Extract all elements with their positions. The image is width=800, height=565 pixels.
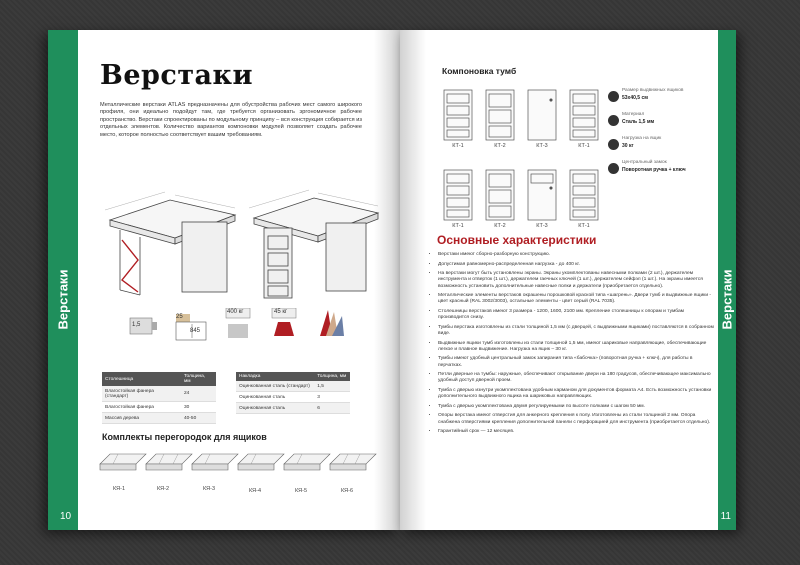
table-tops — [102, 372, 216, 424]
height-value-top: 25 — [176, 314, 183, 320]
side-tab-left — [48, 30, 78, 530]
side-tab-label: Верстаки — [719, 269, 735, 330]
gutter-shadow — [400, 30, 426, 530]
layout-title: Компоновка тумб — [442, 66, 517, 76]
lock-icon — [608, 163, 619, 174]
feature-icons — [128, 308, 398, 344]
legend-value: 30 кг — [622, 143, 634, 149]
divider-label: КЯ-5 — [294, 488, 308, 494]
legend-name: Нагрузка на ящик — [622, 136, 662, 141]
legend-name: Материал — [622, 112, 645, 117]
cabinet-label: КТ-1 — [452, 223, 464, 229]
divider-label: КЯ-2 — [156, 486, 170, 492]
workbench-drawing-1 — [100, 180, 240, 300]
list-item: • Тумба с дверью укомплектована двумя регулируемыми по высоте полками с шагом 50 мм. — [438, 404, 714, 410]
table-cell: 40-50 — [181, 413, 216, 424]
thickness-icon — [128, 312, 160, 342]
thickness-value: 1,5 — [132, 322, 141, 328]
table-cell: 30 — [181, 402, 216, 413]
load-value: 400 кг — [227, 309, 244, 315]
list-item: • Тумбы имеют удобный центральный замок запирания типа «бабочка» (поворотная ручка + ключ), для работы в перчатках. — [438, 356, 714, 368]
table-row — [102, 413, 216, 424]
list-item: • На верстаки могут быть установлены экраны. Экраны укомплектованы навесными полками (2 шт.), держателем инструмента и отверток (1 шт.), держателем гаечных ключей (1 шт.), держателем сейфэл (1 шт.). На экраны имеется возможность установить дополнительные навесные полки и держатели (приобретается отдельно). — [438, 271, 714, 290]
list-item: • Допустимая равномерно-распределенная нагрузка - до 400 кг. — [438, 262, 714, 268]
divider-label: КЯ-6 — [340, 488, 354, 494]
table-cell: 24 — [181, 386, 216, 402]
table-cell: Влагостойкая фанера — [102, 402, 181, 413]
divider-label: КЯ-1 — [112, 486, 126, 492]
tab-notch — [78, 30, 96, 45]
list-item: • Опоры верстака имеют отверстия для анкерного крепления к полу. Изготовлены из стали толщиной 2 мм. Опора снабжена отверстиями крепления дополнительной панели с перфорацией для инструмента (приобретается отдельно). — [438, 413, 714, 425]
dividers-title: Комплекты перегородок для ящиков — [102, 432, 267, 442]
list-item: • Столешницы верстаков имеют 3 размера - 1200, 1600, 2100 мм. Крепление столешницы к опорам и тумбам производится снизу. — [438, 309, 714, 321]
cabinet-label: КТ-3 — [536, 143, 548, 149]
characteristics-list — [430, 252, 714, 439]
table-cell: Оцинкованная сталь — [236, 403, 314, 414]
legend-value: 53х40,5 см — [622, 95, 648, 101]
dividers-row — [98, 450, 388, 500]
list-item: • Выдвижные ящики тумб изготовлены из стали толщиной 1,5 мм, имеют шариковые направляющие, обеспечивающие легкое и плавное выдвижение. Нагрузка на ящик – 30 кг. — [438, 341, 714, 353]
side-tab-label: Верстаки — [55, 269, 71, 330]
characteristics-title: Основные характеристики — [437, 233, 597, 247]
legend-item — [608, 88, 718, 110]
legend-value: Сталь 1,5 мм — [622, 119, 655, 125]
divider-label: КЯ-3 — [202, 486, 216, 492]
cabinet-label: КТ-1 — [452, 143, 464, 149]
cabinet-label: КТ-2 — [494, 223, 506, 229]
table-header: Накладка — [236, 372, 314, 381]
color-swatch-icon — [316, 308, 348, 338]
table-cell: 6 — [314, 403, 350, 414]
table-overlays — [236, 372, 350, 414]
list-item: • Верстаки имеют сборно-разборную конструкцию. — [438, 252, 714, 258]
cabinet-label: КТ-1 — [578, 223, 590, 229]
list-item: • Тумба с дверью изнутри укомплектована удобным карманом для документов формата А4. Есть возможность установки дополнительного выдвижного ящика на шариковых направляющих. — [438, 388, 714, 400]
table-header: Толщина, мм — [181, 372, 216, 386]
list-item: • Гарантийный срок — 12 месяцев. — [438, 429, 714, 435]
left-page — [48, 30, 400, 530]
legend-item — [608, 160, 718, 182]
table-cell: Влагостойкая фанера (стандарт) — [102, 386, 181, 402]
weight-value: 45 кг — [274, 309, 288, 315]
legend-item — [608, 112, 718, 134]
cabinet-label: КТ-1 — [578, 143, 590, 149]
divider-label: КЯ-4 — [248, 488, 262, 494]
table-cell: 3 — [314, 392, 350, 403]
table-row — [236, 392, 350, 403]
side-tab-right — [718, 30, 736, 530]
right-page — [400, 30, 736, 530]
intro-text: Металлические верстаки ATLAS предназначены для обустройства рабочих мест самого широкого профиля, они идеально подойдут там, где требуется организовать эргономичное рабочее пространство. Верстаки спроектированы по модульному принципу – вся конструкция собирается из отдельных элементов. Количество вариантов компоновки модулей позволяет создать рабочее место, которое полностью соответствует вашим требованиям. — [100, 102, 362, 138]
list-item: • Петли дверные на тумбы: наружные, обеспечивают открывание двери на 180 градусов, обеспечивающее максимально удобный доступ дверной проем. — [438, 372, 714, 384]
table-cell: Оцинкованная сталь — [236, 392, 314, 403]
table-row — [236, 381, 350, 392]
material-icon — [608, 115, 619, 126]
legend-item — [608, 136, 718, 158]
page-title: Верстаки — [100, 60, 254, 91]
cabinet-label: КТ-3 — [536, 223, 548, 229]
table-cell: 1,5 — [314, 381, 350, 392]
load-icon — [608, 139, 619, 150]
height-icon — [174, 308, 206, 338]
table-row — [102, 386, 216, 402]
gutter-shadow — [374, 30, 400, 530]
legend-name: Размер выдвижных ящиков — [622, 88, 684, 93]
drawer-size-icon — [608, 91, 619, 102]
page-number: 10 — [60, 511, 72, 522]
table-row — [236, 403, 350, 414]
table-row — [102, 402, 216, 413]
workbench-drawing-2 — [246, 178, 386, 303]
page-number: 11 — [720, 511, 731, 522]
load-icon — [222, 308, 254, 338]
table-header: Столешница — [102, 372, 181, 386]
cabinet-label: КТ-2 — [494, 143, 506, 149]
cabinet-specs-legend — [608, 88, 718, 184]
table-cell: Оцинкованная сталь (стандарт) — [236, 381, 314, 392]
dividers-drawing — [98, 450, 388, 476]
list-item: • Тумбы верстака изготовлены из стали толщиной 1,5 мм (с дверцей, с выдвижными ящиками) поставляются в собранном виде. — [438, 325, 714, 337]
legend-name: Центральный замок — [622, 160, 667, 165]
legend-value: Поворотная ручка + ключ — [622, 167, 686, 173]
list-item: • Металлические элементы верстаков окрашены порошковой краской типа «шагрень». Двери тумб и выдвижные ящики - цвет красный (RAL 3002/3003), остальные элементы - цвет серый (RAL 7035). — [438, 293, 714, 305]
weight-icon — [268, 308, 300, 338]
table-cell: Массив дерева — [102, 413, 181, 424]
height-value-bottom: 845 — [190, 328, 201, 334]
table-header: Толщина, мм — [314, 372, 350, 381]
